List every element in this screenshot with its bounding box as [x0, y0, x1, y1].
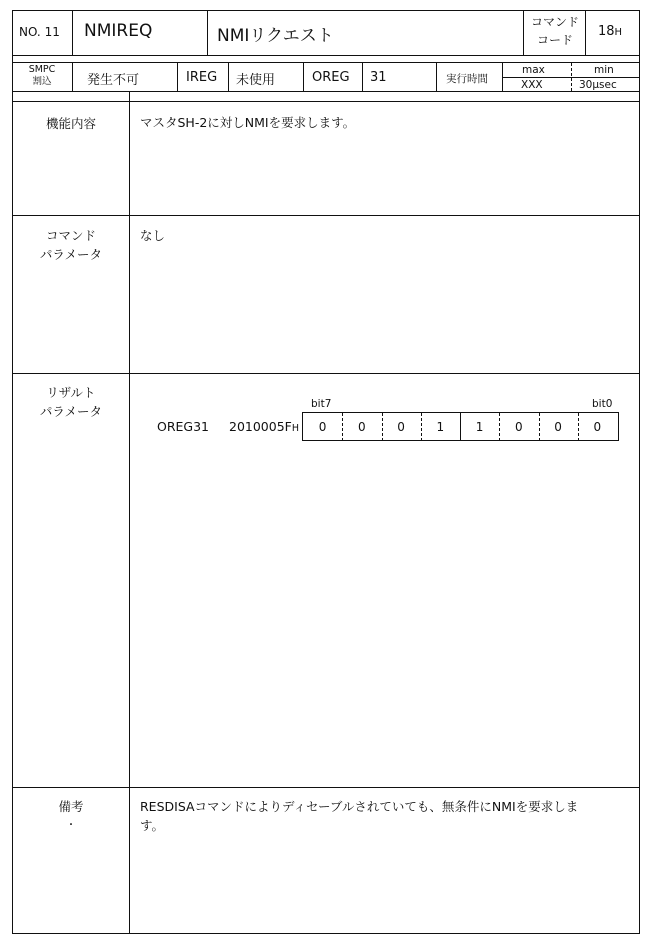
spec-sheet-frame	[12, 10, 640, 934]
ireg-value: 未使用	[236, 73, 276, 88]
smpc-label-line2: 割込	[32, 76, 52, 87]
bit-divider	[578, 413, 579, 441]
bit-cells-container	[303, 413, 617, 441]
info-bottom-border	[12, 91, 640, 92]
bit-register-table	[302, 412, 619, 441]
command-code-hex-suffix: H	[614, 27, 623, 38]
bit-nibble-divider	[460, 413, 461, 441]
bit-cell-5: 0	[397, 420, 405, 434]
command-parameter-label-line1: コマンド	[45, 228, 96, 243]
bit-cell-2: 0	[515, 420, 523, 434]
info-top-border	[12, 62, 640, 63]
divider	[12, 101, 640, 102]
register-name: OREG31	[157, 419, 210, 434]
header-divider	[12, 55, 640, 56]
divider	[72, 62, 73, 92]
bit0-label: bit0	[592, 398, 613, 410]
command-title: NMIリクエスト	[217, 26, 334, 46]
function-text: マスタSH-2に対しNMIを要求します。	[140, 115, 356, 130]
divider	[585, 10, 586, 56]
command-name: NMIREQ	[84, 21, 153, 41]
register-address	[229, 419, 299, 434]
divider	[303, 62, 304, 92]
result-parameter-label-line2: パラメータ	[39, 404, 103, 419]
remarks-label	[12, 797, 130, 835]
smpc-interrupt-value: 発生不可	[87, 73, 140, 88]
bit-cell-4: 1	[436, 420, 445, 434]
bit-divider	[421, 413, 422, 441]
oreg-label: OREG	[312, 70, 350, 85]
command-number: NO. 11	[19, 25, 60, 39]
command-parameter-text: なし	[140, 228, 166, 243]
command-code-label	[528, 13, 582, 49]
divider	[436, 62, 437, 92]
divider	[12, 373, 640, 374]
bit7-label: bit7	[311, 398, 332, 410]
divider	[523, 10, 524, 56]
remarks-text-line2: す。	[140, 818, 165, 833]
max-min-divider	[571, 63, 572, 91]
bit-cell-7: 0	[318, 420, 327, 434]
bit-cell-1: 0	[554, 420, 562, 434]
execution-time-label: 実行時間	[446, 73, 488, 85]
smpc-label-line1: SMPC	[28, 64, 56, 75]
divider	[177, 62, 178, 92]
divider	[12, 787, 640, 788]
command-code-label-line2: コード	[536, 33, 573, 47]
command-code-number: 18	[598, 24, 615, 39]
command-code-value	[598, 24, 622, 39]
result-parameter-label-line1: リザルト	[46, 385, 96, 400]
bit-divider	[342, 413, 343, 441]
function-label: 機能内容	[45, 116, 96, 131]
ireg-label: IREG	[186, 70, 218, 85]
register-address-hex-suffix: H	[291, 423, 300, 434]
bit-cell-3: 1	[475, 420, 484, 434]
command-parameter-label	[12, 226, 130, 264]
divider	[207, 10, 208, 56]
bit-divider	[499, 413, 500, 441]
smpc-interrupt-label	[20, 64, 64, 88]
remarks-label-text: 備考	[58, 799, 84, 814]
divider	[72, 10, 73, 56]
bit-cell-6: 0	[358, 420, 366, 434]
divider	[362, 62, 363, 92]
min-value: 30μsec	[579, 79, 617, 91]
bit-divider	[539, 413, 540, 441]
divider	[12, 215, 640, 216]
bit-cell-0: 0	[593, 420, 602, 434]
max-value: XXX	[521, 79, 543, 91]
divider	[228, 62, 229, 92]
oreg-value: 31	[370, 70, 387, 85]
command-parameter-label-line2: パラメータ	[39, 247, 103, 262]
remarks-text-line1: RESDISAコマンドによりディセーブルされていても、無条件にNMIを要求しま	[140, 799, 579, 814]
bit-divider	[382, 413, 383, 441]
remarks-text	[140, 797, 578, 835]
command-code-label-line1: コマンド	[530, 15, 579, 29]
register-address-value: 2010005F	[229, 419, 292, 434]
max-label: max	[522, 64, 545, 76]
remarks-mark: ・	[66, 820, 76, 831]
min-label: min	[594, 64, 614, 76]
result-parameter-label	[12, 383, 130, 421]
